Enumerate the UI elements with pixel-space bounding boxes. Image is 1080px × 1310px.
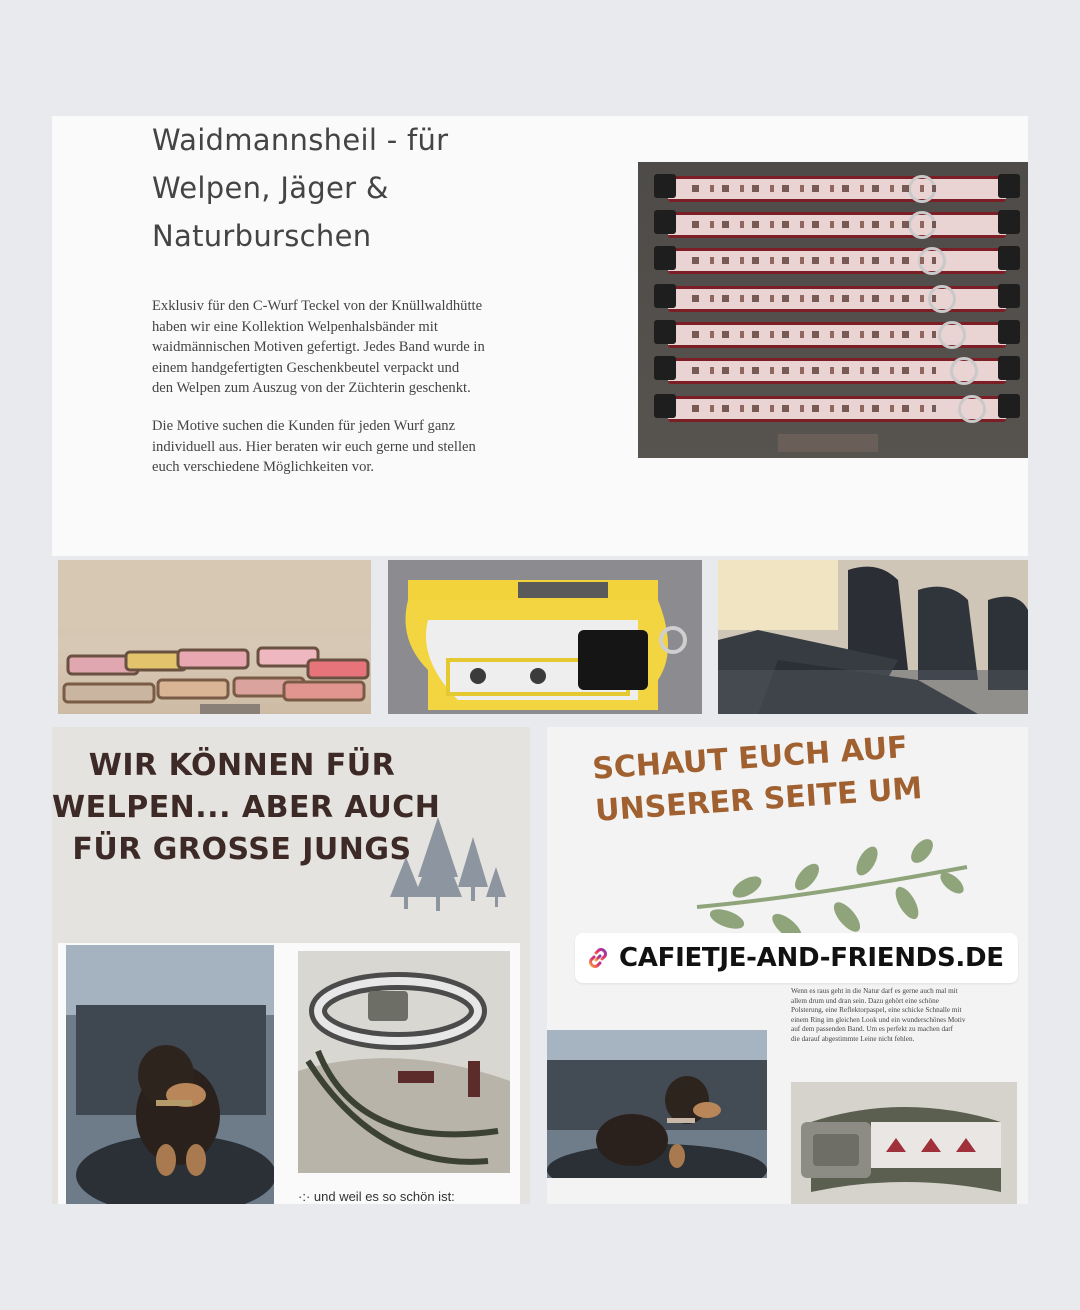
motives-paragraph bbox=[152, 416, 592, 478]
collars-row-illustration bbox=[58, 560, 371, 714]
paragraph-line: Wenn es raus geht in die Natur darf es gerne auch mal mit bbox=[791, 987, 958, 995]
leash-photo[interactable] bbox=[298, 951, 510, 1173]
headline bbox=[152, 116, 592, 260]
website-link-sticker[interactable] bbox=[575, 933, 1018, 983]
paragraph-line: Die Motive suchen die Kunden für jeden Wurf ganz bbox=[152, 418, 456, 434]
visit-site-panel bbox=[547, 727, 1028, 1204]
collar bbox=[668, 358, 1006, 384]
yellow-collar-photo[interactable] bbox=[388, 560, 702, 714]
caption-text: und weil es so schön ist: bbox=[313, 1189, 455, 1204]
padded-collar-illustration bbox=[791, 1082, 1017, 1204]
leash-illustration bbox=[298, 951, 510, 1173]
collar bbox=[668, 212, 1006, 238]
paw-icon: ·:· bbox=[298, 1189, 314, 1204]
intro-panel bbox=[52, 116, 1028, 556]
paragraph-line: haben wir eine Kollektion Welpenhalsbänder mit bbox=[152, 318, 438, 335]
paragraph-line: einem handgefertigten Geschenkbeutel verpackt und bbox=[152, 359, 460, 376]
headline-line: WIR KÖNNEN FÜR bbox=[88, 748, 396, 783]
headline-line: WELPEN... ABER AUCH bbox=[52, 790, 441, 825]
collar bbox=[668, 286, 1006, 312]
visit-site-headline bbox=[591, 722, 976, 832]
dachshund-car-illustration bbox=[547, 1030, 767, 1178]
dachshund-car-photo[interactable] bbox=[547, 1030, 767, 1178]
paragraph-line: Exklusiv für den C-Wurf Teckel von der Knüllwaldhütte bbox=[152, 298, 483, 314]
collar bbox=[668, 396, 1006, 422]
website-link-text[interactable]: CAFIETJE-AND-FRIENDS.DE bbox=[619, 943, 1004, 973]
dachshund-illustration bbox=[66, 945, 274, 1204]
dachshund-photo[interactable] bbox=[66, 945, 274, 1204]
collar bbox=[668, 248, 1006, 274]
yellow-collar-illustration bbox=[388, 560, 702, 714]
paragraph-line: den Welpen zum Auszug von der Züchterin geschenkt. bbox=[152, 380, 471, 397]
big-boys-card bbox=[58, 943, 520, 1204]
collar bbox=[668, 176, 1006, 202]
paragraph-line: individuell aus. Hier beraten wir euch gerne und stellen bbox=[152, 438, 476, 455]
padded-collar-photo[interactable] bbox=[791, 1082, 1017, 1204]
big-boys-headline bbox=[52, 745, 441, 871]
intro-paragraph bbox=[152, 296, 592, 399]
collars-row-photo[interactable] bbox=[58, 560, 371, 714]
headline-line: Waidmannsheil - für bbox=[152, 123, 449, 157]
paragraph-line: auf dem passenden Band. Um es perfekt zu machen darf bbox=[791, 1025, 954, 1034]
caption bbox=[298, 1189, 508, 1204]
collar bbox=[668, 322, 1006, 348]
link-icon bbox=[585, 945, 611, 971]
headline-line: UNSERER SEITE UM bbox=[594, 771, 924, 829]
paragraph-line: die darauf abgestimmte Leine nicht fehlen. bbox=[791, 1034, 915, 1043]
headline-line: Naturburschen bbox=[152, 219, 372, 253]
outdoor-description bbox=[791, 987, 1021, 1045]
headline-line: FÜR GROSSE JUNGS bbox=[72, 832, 412, 867]
collars-photo[interactable] bbox=[638, 162, 1028, 458]
leaf-branch-icon bbox=[687, 837, 977, 947]
headline-line: Welpen, Jäger & bbox=[152, 171, 389, 205]
paragraph-line: einem Ring im gleichen Look und ein wunderschönes Motiv bbox=[791, 1015, 966, 1024]
gift-bags-illustration bbox=[718, 560, 1028, 714]
brand-label bbox=[778, 434, 878, 452]
gift-bags-photo[interactable] bbox=[718, 560, 1028, 714]
paragraph-line: Polsterung, eine Reflektorpaspel, eine schicke Schnalle mit bbox=[791, 1006, 962, 1015]
paragraph-line: euch verschiedene Möglichkeiten vor. bbox=[152, 459, 375, 476]
headline-line: SCHAUT EUCH AUF bbox=[591, 729, 909, 787]
paragraph-line: allem drum und dran sein. Dazu gehört eine schöne bbox=[791, 996, 939, 1005]
paragraph-line: waidmännischen Motiven gefertigt. Jedes Band wurde in bbox=[152, 339, 485, 356]
pine-trees-icon bbox=[378, 817, 508, 917]
big-boys-panel bbox=[52, 727, 530, 1204]
